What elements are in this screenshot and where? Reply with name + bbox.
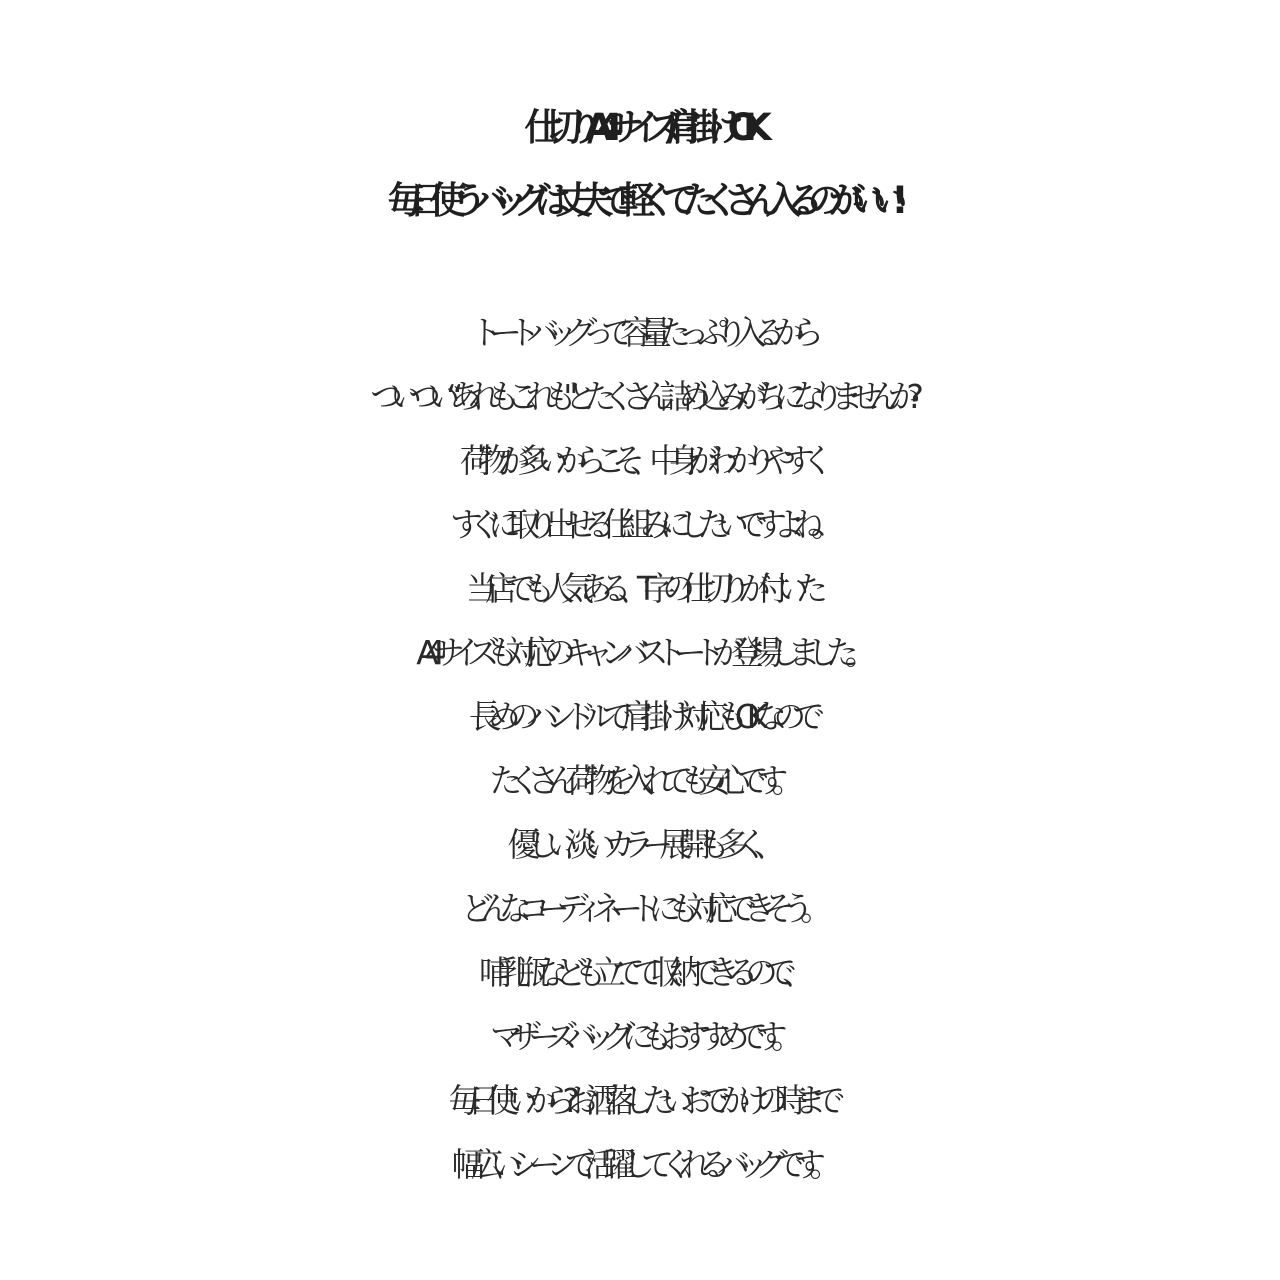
body-line: 当店でも人気ある、T字の仕切りが付いた [465, 569, 815, 608]
body-line: ついつい“あれもこれも"とたくさん詰め込みがちになりませんか? [370, 377, 910, 416]
headline-tagline: 毎日使うバッグは丈夫で軽くてたくさん入るのがいい! [387, 179, 893, 222]
body-line: どんなコーディネートにも対応できそう。 [460, 889, 820, 928]
body-line: A4サイズも対応のキャンバストートが登場しました。 [416, 633, 864, 672]
body-line: 哺乳瓶なども立てて収納できるので、 [478, 953, 802, 992]
body-line: 幅広いシーンで活躍してくれるバッグです。 [451, 1145, 829, 1184]
body-line: 長めのハンドルで肩掛け対応もOKなので [468, 697, 812, 736]
body-line: 毎日使いから?お洒落したいおでかけの時まで [448, 1081, 832, 1120]
body-line: トートバッグって容量たっぷり入るから [469, 313, 811, 352]
body-line: たくさん荷物を入れても安心です。 [489, 761, 791, 800]
body-line: 荷物が多いからこそ、中身がわかりやすく [459, 441, 821, 480]
headline-features: 仕切り/A4サイズ/肩掛けOK [524, 106, 756, 149]
body-line: マザーズバッグにもおすすめです。 [489, 1017, 791, 1056]
body-line: 優しい淡いカラー展開も多く、 [507, 825, 773, 864]
body-line: すぐに取り出せる仕組みにしたいですよね。 [450, 505, 830, 544]
